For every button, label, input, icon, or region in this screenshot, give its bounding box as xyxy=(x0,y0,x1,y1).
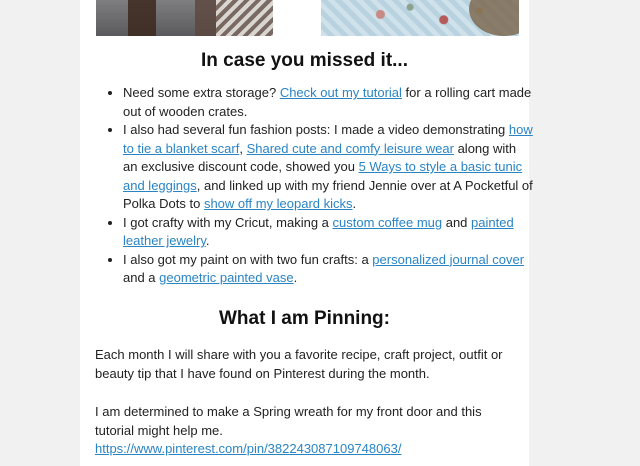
tunic-leggings-link[interactable]: 5 Ways to style a basic tunic and leggings xyxy=(123,159,523,193)
content-column xyxy=(80,0,533,466)
list-item: • Need some extra storage? Check out my tutorial for a rolling cart made out of wooden crates. xyxy=(123,84,533,121)
leather-jewelry-link[interactable]: painted leather jewelry xyxy=(123,214,514,248)
coffee-mug-link[interactable]: custom coffee mug xyxy=(332,214,443,230)
pinning-intro: Each month I will share with you a favorite recipe, craft project, outfit or beauty tip that I have found on Pinterest during the month. xyxy=(95,347,503,381)
painted-vase-link[interactable]: geometric painted vase xyxy=(159,270,294,285)
leisure-wear-link[interactable]: Shared cute and comfy leisure wear xyxy=(246,140,454,156)
journal-cover-link[interactable]: personalized journal cover xyxy=(372,251,525,267)
blanket-scarf-link[interactable]: how to tie a blanket scarf xyxy=(123,122,533,156)
missed-posts-list xyxy=(96,84,533,288)
section-heading-missed: In case you missed it... xyxy=(201,50,408,71)
list-item: • I also got my paint on with two fun crafts: a personalized journal cover and a geometric painted vase. xyxy=(123,251,533,288)
list-item: • I also had several fun fashion posts: I made a video demonstrating how to tie a blanket scarf, Shared cute and comfy leisure wear along with an exclusive discount code, showed you 5 Ways to style a basic tunic and leggings, and linked up with my friend Jennie over at A Pocketful of Polka Dots to show off my leopard kicks. xyxy=(123,121,533,214)
pinterest-link[interactable]: https://www.pinterest.com/pin/382243087109748063/ xyxy=(95,441,402,456)
leopard-kicks-link[interactable]: show off my leopard kicks xyxy=(203,196,353,211)
pinning-text: I am determined to make a Spring wreath for my front door and this tutorial might help me. https://www.pinterest.com/pin/382243087109748063/ xyxy=(95,404,482,456)
storage-tutorial-link[interactable]: Check out my tutorial xyxy=(279,85,402,100)
list-item: • I got crafty with my Cricut, making a custom coffee mug and painted leather jewelry. xyxy=(123,214,533,251)
fashion-photo[interactable] xyxy=(96,0,273,36)
section-heading-pinning: What I am Pinning: xyxy=(219,308,390,329)
craft-photo[interactable] xyxy=(321,0,519,36)
